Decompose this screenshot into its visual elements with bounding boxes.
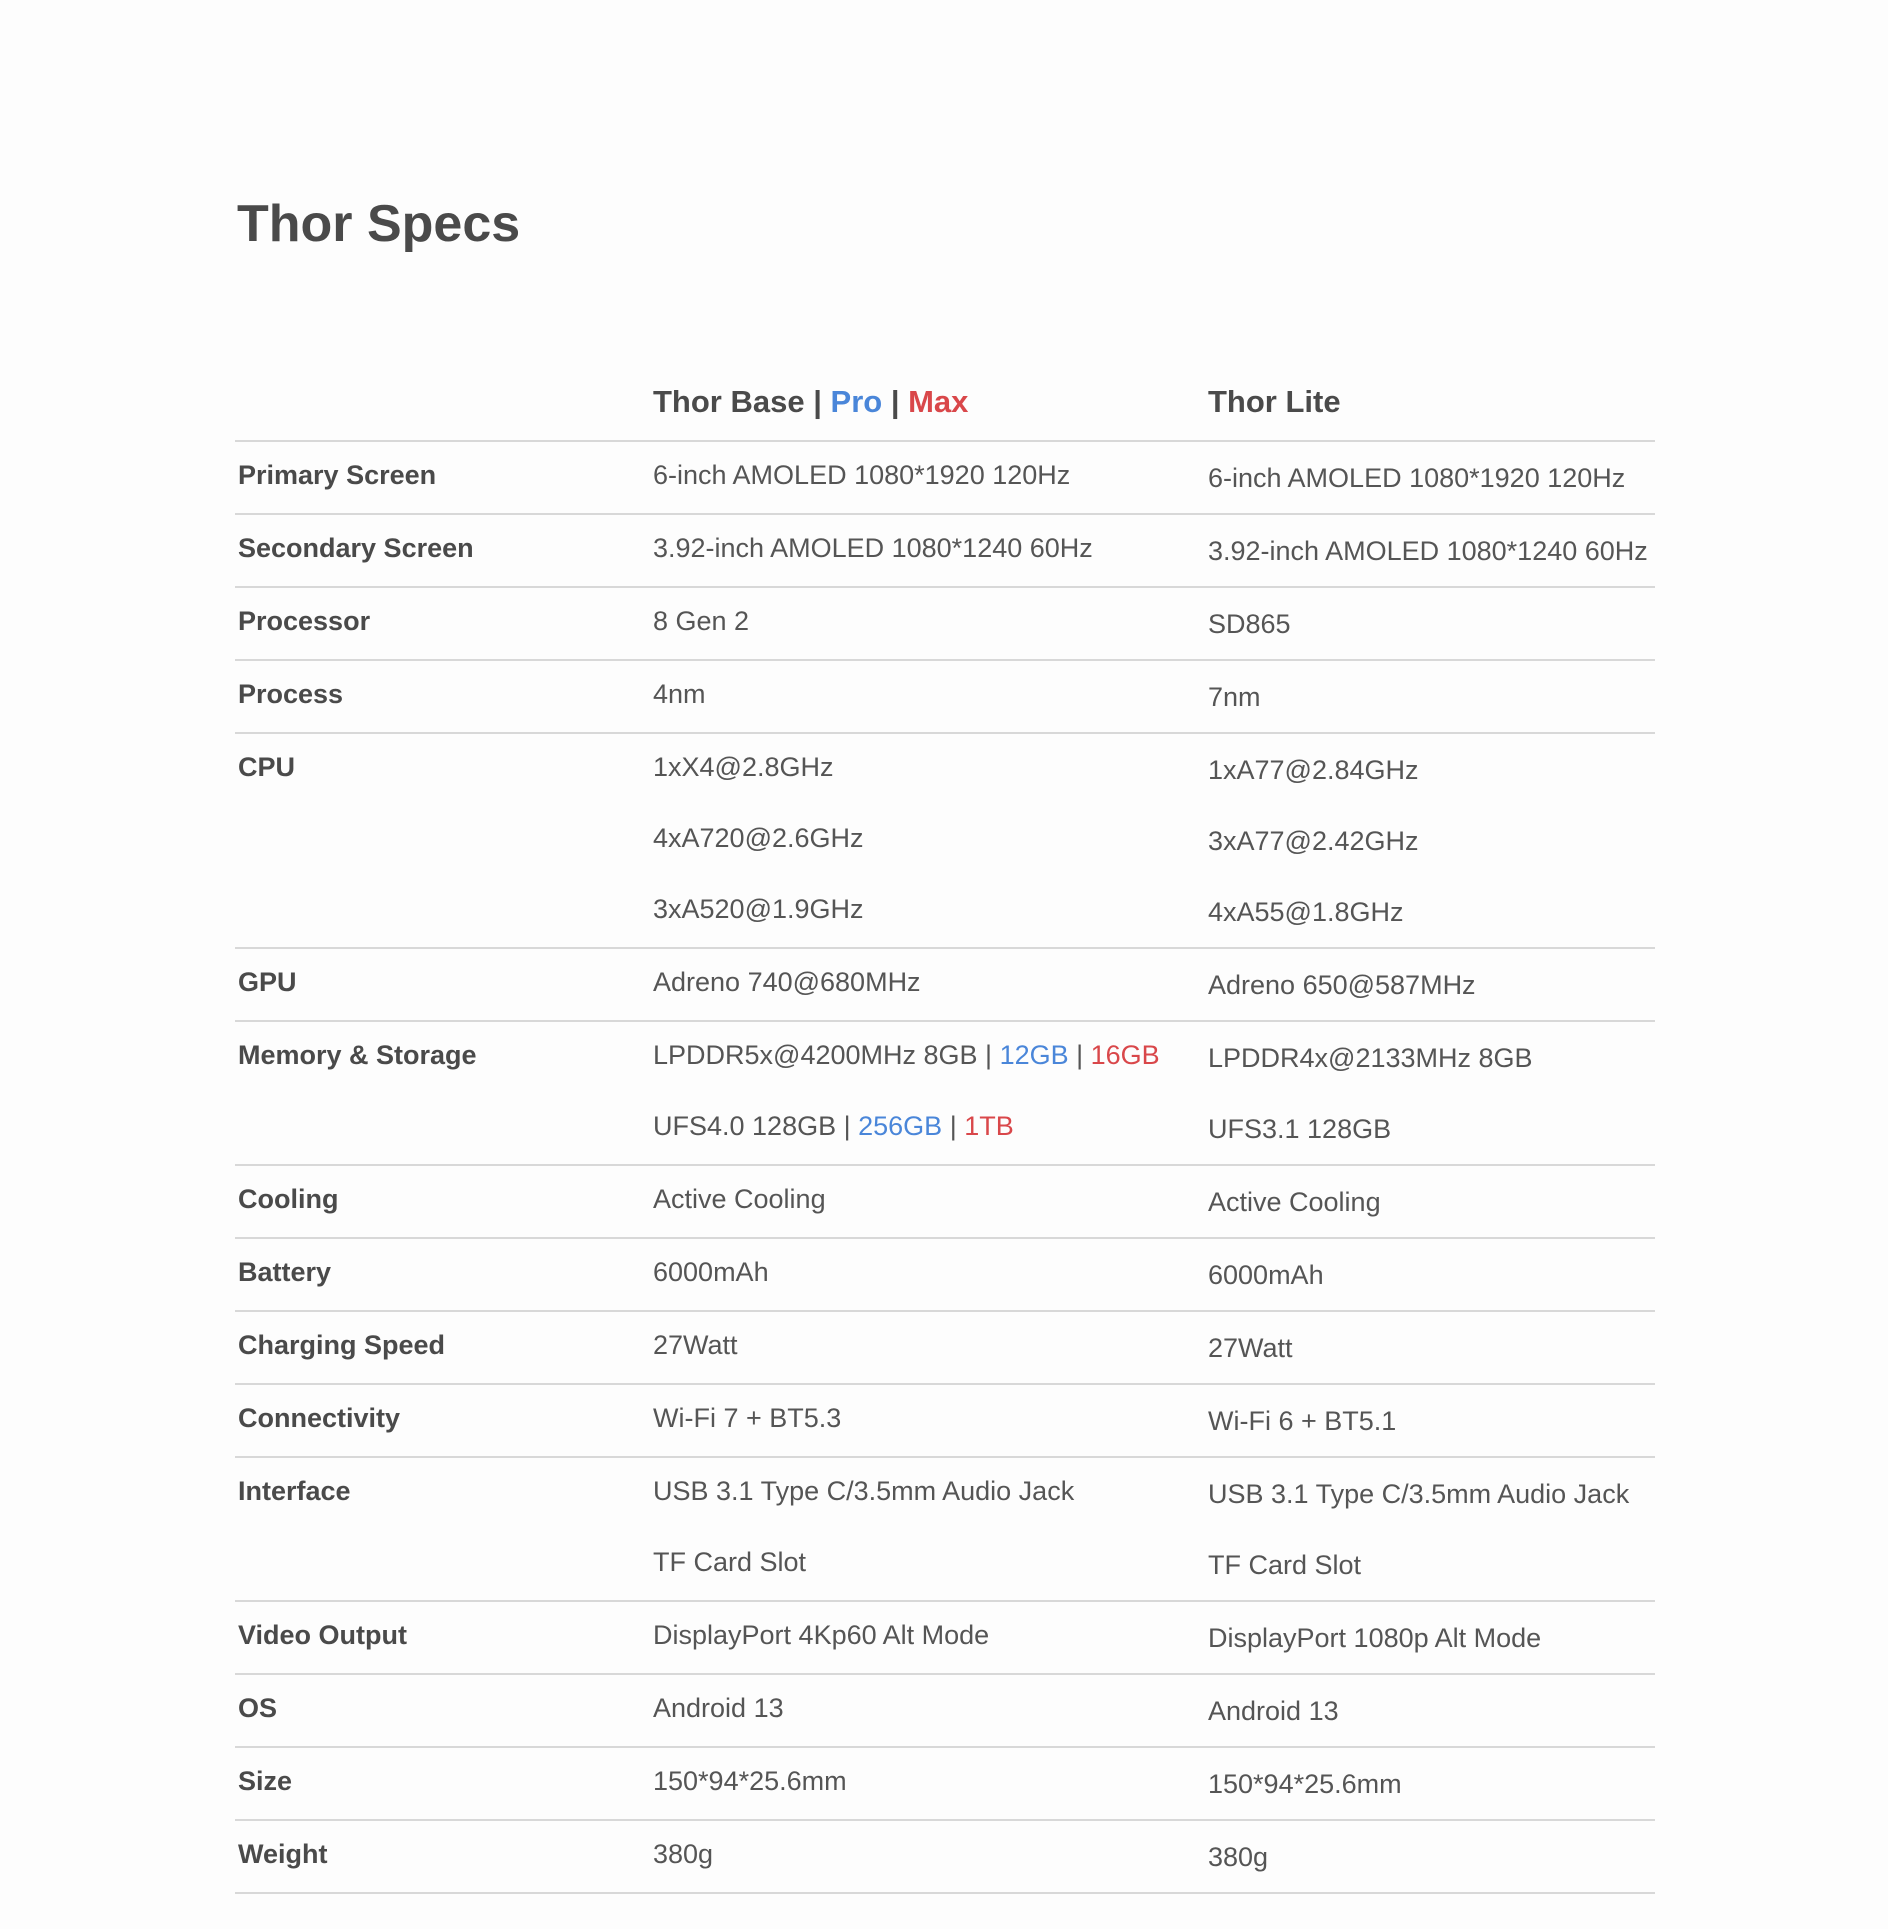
value-line [653,1022,1208,1093]
thor-base-value [653,1312,1208,1383]
value-line: 380g [653,1839,714,1869]
value-line: 3xA520@1.9GHz [653,894,864,924]
value-line: Android 13 [653,1693,784,1723]
thor-lite-value [1208,1239,1655,1310]
thor-lite-value [1208,515,1655,586]
table-row [235,1312,1655,1385]
table-row [235,588,1655,661]
value-line: 3.92-inch AMOLED 1080*1240 60Hz [653,533,1093,563]
thor-lite-value [1208,661,1655,732]
value-line: 150*94*25.6mm [1208,1769,1402,1799]
header-base-label: Thor Base [653,384,805,419]
table-row [235,949,1655,1022]
thor-base-value [653,515,1208,586]
thor-base-value [653,1022,1208,1164]
value-line: USB 3.1 Type C/3.5mm Audio Jack [653,1476,1075,1506]
max-option: 16GB [1090,1040,1160,1070]
value-line: Wi-Fi 6 + BT5.1 [1208,1406,1397,1436]
value-line: SD865 [1208,609,1291,639]
pro-option: 12GB [999,1040,1069,1070]
thor-lite-value [1208,1821,1655,1892]
value-line: Android 13 [1208,1696,1339,1726]
base-option: LPDDR5x@4200MHz 8GB [653,1040,978,1070]
table-row [235,1602,1655,1675]
thor-lite-value [1208,734,1655,947]
thor-lite-value [1208,1312,1655,1383]
value-line: 6000mAh [653,1257,769,1287]
header-pro-label: Pro [830,384,883,419]
thor-base-value [653,442,1208,513]
value-line: 4xA55@1.8GHz [1208,897,1404,927]
row-label: Size [238,1766,293,1796]
max-option: 1TB [964,1111,1014,1141]
value-line: 8 Gen 2 [653,606,750,636]
thor-lite-value [1208,949,1655,1020]
thor-lite-value [1208,1748,1655,1819]
value-line: 7nm [1208,682,1261,712]
row-label: Charging Speed [238,1330,446,1360]
value-line: 6-inch AMOLED 1080*1920 120Hz [653,460,1071,490]
value-line: 3xA77@2.42GHz [1208,826,1419,856]
value-line: 150*94*25.6mm [653,1766,847,1796]
thor-lite-value [1208,1022,1655,1164]
value-line: Wi-Fi 7 + BT5.3 [653,1403,842,1433]
row-label: Primary Screen [238,460,437,490]
value-line: 1xX4@2.8GHz [653,752,834,782]
value-line: Adreno 650@587MHz [1208,970,1476,1000]
value-line: Active Cooling [653,1184,826,1214]
thor-base-value [653,1239,1208,1310]
thor-base-value [653,1602,1208,1673]
thor-lite-value [1208,1675,1655,1746]
thor-base-value [653,1748,1208,1819]
row-label: OS [238,1693,278,1723]
row-label: Video Output [238,1620,407,1650]
pro-option: 256GB [858,1111,943,1141]
thor-lite-value [1208,1458,1655,1600]
page-title: Thor Specs [237,195,521,253]
value-line: UFS3.1 128GB [1208,1114,1392,1144]
row-label: Process [238,679,344,709]
value-line: Active Cooling [1208,1187,1381,1217]
header-separator: | [804,384,831,419]
table-row [235,661,1655,734]
thor-lite-value [1208,1602,1655,1673]
thor-lite-value [1208,442,1655,513]
row-label: Processor [238,606,371,636]
thor-base-value [653,1166,1208,1237]
value-line: DisplayPort 1080p Alt Mode [1208,1623,1542,1653]
table-row [235,1675,1655,1748]
row-label: Interface [238,1476,351,1506]
option-separator: | [836,1111,859,1141]
thor-base-value [653,661,1208,732]
row-label: Battery [238,1257,332,1287]
row-label: Cooling [238,1184,339,1214]
thor-lite-value [1208,1385,1655,1456]
thor-base-value [653,1675,1208,1746]
header-separator: | [882,384,909,419]
table-row [235,1821,1655,1894]
option-separator: | [977,1040,1000,1070]
option-separator: | [1068,1040,1091,1070]
value-line: 6-inch AMOLED 1080*1920 120Hz [1208,463,1626,493]
table-row [235,1748,1655,1821]
row-label: CPU [238,752,296,782]
table-row [235,1239,1655,1312]
row-label: Secondary Screen [238,533,474,563]
value-line: Adreno 740@680MHz [653,967,921,997]
thor-base-value [653,949,1208,1020]
thor-base-value [653,1821,1208,1892]
row-label: Weight [238,1839,328,1869]
header-max-label: Max [908,384,969,419]
thor-base-value [653,734,1208,947]
table-header [235,366,1655,442]
value-line: 27Watt [653,1330,738,1360]
thor-lite-value [1208,1166,1655,1237]
table-row [235,1022,1655,1166]
value-line: 4xA720@2.6GHz [653,823,864,853]
value-line: USB 3.1 Type C/3.5mm Audio Jack [1208,1479,1630,1509]
base-option: UFS4.0 128GB [653,1111,837,1141]
spec-table [235,366,1655,1894]
thor-base-value [653,1458,1208,1600]
value-line: DisplayPort 4Kp60 Alt Mode [653,1620,990,1650]
table-row [235,734,1655,949]
option-separator: | [942,1111,965,1141]
value-line: 380g [1208,1842,1269,1872]
row-label: Connectivity [238,1403,401,1433]
value-line: 1xA77@2.84GHz [1208,755,1419,785]
value-line: TF Card Slot [653,1547,807,1577]
table-row [235,1458,1655,1602]
thor-lite-value [1208,588,1655,659]
thor-base-value [653,588,1208,659]
value-line [653,1093,1208,1164]
table-row [235,1385,1655,1458]
table-row [235,442,1655,515]
row-label: Memory & Storage [238,1040,477,1070]
row-label: GPU [238,967,297,997]
table-row [235,515,1655,588]
table-body [235,442,1655,1894]
header-thor-lite: Thor Lite [1208,384,1341,419]
table-row [235,1166,1655,1239]
thor-base-value [653,1385,1208,1456]
header-thor-base-pro-max [653,384,1208,422]
value-line: TF Card Slot [1208,1550,1362,1580]
value-line: LPDDR4x@2133MHz 8GB [1208,1043,1533,1073]
value-line: 3.92-inch AMOLED 1080*1240 60Hz [1208,536,1648,566]
value-line: 27Watt [1208,1333,1293,1363]
value-line: 4nm [653,679,706,709]
value-line: 6000mAh [1208,1260,1324,1290]
